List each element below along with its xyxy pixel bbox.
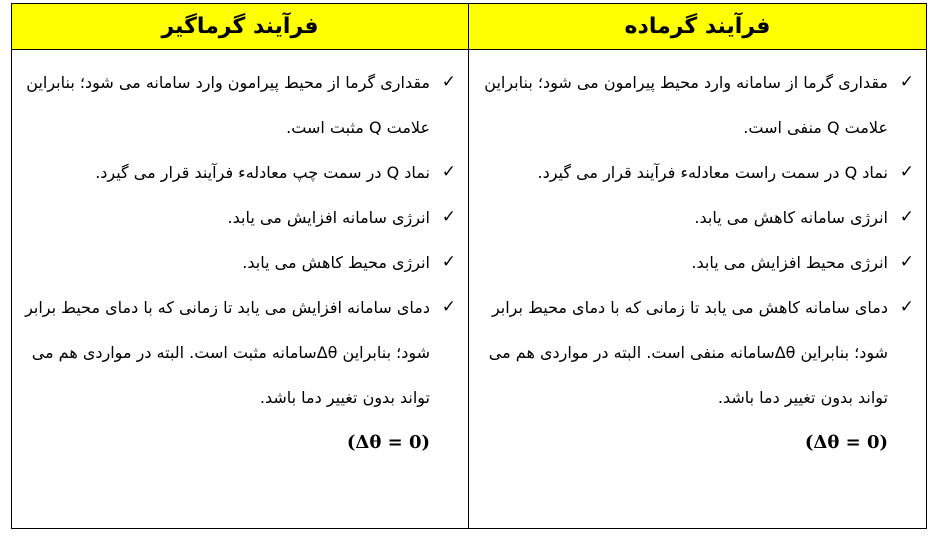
list-item: ✓ دمای سامانه کاهش می یابد تا زمانی که با دمای محیط برابر شود؛ بنابراین Δθسامانه منفی است. البته در مواردی هم می تواند بدون تغییر دما باشد.	[477, 285, 914, 420]
checkmark-icon: ✓	[441, 297, 456, 317]
list-item: ✓ انرژی سامانه کاهش می یابد.	[477, 195, 914, 240]
list-item: ✓ مقداری گرما از محیط پیرامون وارد سامانه می شود؛ بنابراین علامت Q مثبت است.	[20, 60, 456, 150]
checkmark-icon: ✓	[899, 162, 914, 182]
list-item: ✓ مقداری گرما از سامانه وارد محیط پیرامون می شود؛ بنابراین علامت Q منفی است.	[477, 60, 914, 150]
list-item: ✓ انرژی سامانه افزایش می یابد.	[20, 195, 456, 240]
comparison-table	[11, 3, 927, 529]
header-exothermic: فرآیند گرماده	[469, 4, 926, 50]
column-exothermic	[469, 50, 926, 528]
list-item: ✓ نماد Q در سمت چپ معادلهء فرآیند قرار می گیرد.	[20, 150, 456, 195]
header-endothermic: فرآیند گرماگیر	[12, 4, 469, 50]
checkmark-icon: ✓	[441, 252, 456, 272]
checkmark-icon: ✓	[441, 162, 456, 182]
checkmark-icon: ✓	[441, 72, 456, 92]
delta-theta-formula: (Δθ = 0)	[804, 432, 888, 453]
list-item: ✓ دمای سامانه افزایش می یابد تا زمانی که با دمای محیط برابر شود؛ بنابراین Δθسامانه مثبت است. البته در مواردی هم می تواند بدون تغییر دما باشد.	[20, 285, 456, 420]
checkmark-icon: ✓	[899, 297, 914, 317]
list-item: ✓ انرژی محیط کاهش می یابد.	[20, 240, 456, 285]
checkmark-icon: ✓	[899, 252, 914, 272]
checkmark-icon: ✓	[899, 72, 914, 92]
list-item: ✓ انرژی محیط افزایش می یابد.	[477, 240, 914, 285]
checkmark-icon: ✓	[441, 207, 456, 227]
checkmark-icon: ✓	[899, 207, 914, 227]
column-endothermic	[12, 50, 469, 528]
list-item: ✓ نماد Q در سمت راست معادلهء فرآیند قرار می گیرد.	[477, 150, 914, 195]
delta-theta-formula: (Δθ = 0)	[346, 432, 430, 453]
